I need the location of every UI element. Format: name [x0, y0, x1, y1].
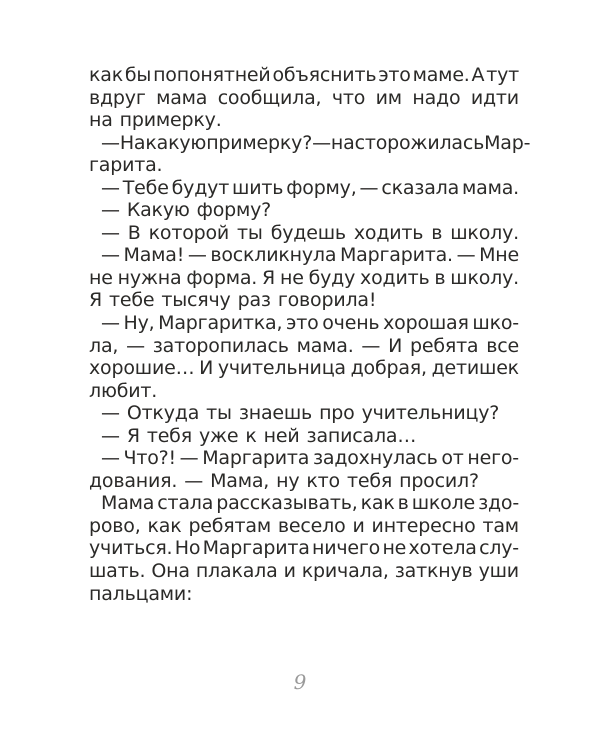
- word: учительницу?: [361, 402, 500, 425]
- text-line: [89, 154, 519, 177]
- word: к: [245, 424, 257, 447]
- word: на: [89, 109, 113, 132]
- word: Я: [126, 424, 140, 447]
- word: примерку?: [206, 131, 313, 154]
- word: слу-: [479, 537, 519, 560]
- word: В: [127, 221, 141, 244]
- word: не: [89, 266, 113, 289]
- word: —: [101, 221, 120, 244]
- word: что: [331, 86, 366, 109]
- word: кто: [306, 469, 340, 492]
- word: хорошие…: [89, 357, 195, 380]
- word: рово,: [89, 514, 141, 537]
- word: тебя: [346, 469, 393, 492]
- word: И: [388, 334, 403, 357]
- word: не: [279, 266, 304, 289]
- word: примерку.: [119, 109, 222, 132]
- text-line: [89, 380, 519, 403]
- word: Тебе: [122, 176, 169, 199]
- word: интересно: [371, 514, 476, 537]
- word: Что?!: [123, 447, 176, 470]
- word: —: [126, 334, 145, 357]
- word: Маргарита.: [339, 244, 453, 267]
- text-line: [89, 64, 519, 87]
- word: очень: [322, 312, 380, 335]
- word: На: [119, 131, 146, 154]
- word: это: [378, 64, 411, 86]
- word: объяснить: [272, 64, 377, 86]
- text-line: [89, 312, 519, 335]
- word: —: [179, 447, 199, 470]
- word: Мама: [101, 492, 155, 515]
- word: добрая,: [350, 357, 427, 380]
- page-number: 9: [293, 670, 307, 694]
- word: здо-: [478, 492, 519, 515]
- word: гарита.: [89, 154, 163, 177]
- word: и: [283, 560, 296, 583]
- word: Мар-: [484, 131, 531, 154]
- text-line: [89, 131, 531, 155]
- word: раз: [237, 289, 271, 312]
- word: пальцами:: [89, 582, 193, 605]
- word: учительница: [217, 357, 346, 380]
- word: хорошая: [383, 312, 469, 335]
- text-line: [89, 515, 519, 538]
- word: кричала,: [301, 560, 389, 583]
- word: Я: [262, 266, 276, 289]
- word: от: [441, 447, 464, 470]
- word: —: [101, 424, 120, 447]
- word: воскликнула: [210, 244, 337, 267]
- word: ничего: [312, 537, 381, 560]
- word: просил?: [399, 469, 479, 492]
- word: тебе: [109, 289, 155, 312]
- word: Откуда: [126, 402, 200, 425]
- word: сообщила,: [217, 86, 322, 109]
- word: идти: [470, 86, 519, 109]
- word: ней: [263, 424, 300, 447]
- word: А: [471, 64, 485, 86]
- word: в: [431, 221, 443, 244]
- word: форма.: [186, 266, 258, 289]
- word: нужна: [117, 266, 182, 289]
- word: Маргаритка,: [158, 312, 283, 335]
- word: знаешь: [238, 402, 313, 425]
- word: заткнув: [394, 560, 473, 583]
- text-line: [89, 492, 519, 515]
- text-line: [89, 537, 519, 560]
- word: записала…: [306, 424, 417, 447]
- word: тут: [486, 64, 519, 86]
- word: него-: [467, 447, 519, 470]
- word: стала: [157, 492, 214, 515]
- word: Но: [174, 537, 201, 560]
- word: Маргарита: [202, 537, 310, 560]
- text-line: [89, 267, 519, 290]
- word: попонятней: [153, 64, 271, 86]
- word: задохнулась: [312, 447, 438, 470]
- word: Я: [89, 289, 103, 312]
- word: шить: [232, 176, 284, 199]
- word: все: [486, 334, 519, 357]
- word: —: [101, 402, 120, 425]
- text-line: [89, 425, 519, 448]
- word: —: [101, 447, 120, 470]
- text-line: [89, 357, 519, 380]
- word: Мама,: [210, 469, 270, 492]
- word: форму,: [286, 176, 357, 199]
- word: уже: [198, 424, 239, 447]
- word: Мама!: [123, 244, 185, 267]
- text-line: [89, 177, 519, 200]
- text-line: [89, 560, 519, 583]
- word: маме.: [412, 64, 470, 86]
- word: ты: [237, 221, 263, 244]
- word: ребята: [409, 334, 479, 357]
- text-line: [89, 244, 519, 267]
- text-line: [89, 583, 519, 606]
- word: ребятам: [188, 514, 271, 537]
- word: весело: [277, 514, 346, 537]
- word: ну: [276, 469, 300, 492]
- word: шко-: [472, 312, 519, 335]
- word: школу.: [450, 221, 519, 244]
- word: и: [352, 514, 365, 537]
- word: —: [361, 334, 381, 357]
- word: бы: [124, 64, 152, 86]
- word: дования.: [89, 469, 178, 492]
- text-line: [89, 222, 519, 245]
- word: которой: [148, 221, 230, 244]
- word: ты: [206, 402, 232, 425]
- word: уши: [478, 560, 519, 583]
- word: заторопилась: [152, 334, 289, 357]
- word: И: [199, 357, 214, 380]
- text-line: [89, 289, 519, 312]
- text-line: [89, 335, 519, 358]
- word: вдруг: [89, 86, 146, 109]
- word: про: [319, 402, 355, 425]
- word: как: [89, 64, 123, 86]
- word: плакала: [195, 560, 278, 583]
- word: рассказывать,: [216, 492, 358, 515]
- word: —: [101, 244, 120, 267]
- word: тебя: [146, 424, 192, 447]
- body-text: [89, 64, 531, 605]
- word: хотела: [408, 537, 477, 560]
- word: сказала: [381, 176, 460, 199]
- word: школе: [411, 492, 476, 515]
- text-line: [89, 87, 519, 110]
- word: любит.: [89, 379, 158, 402]
- word: —: [101, 312, 120, 335]
- word: ходить: [353, 221, 424, 244]
- word: мама.: [296, 334, 354, 357]
- word: шать.: [89, 560, 146, 583]
- word: в: [434, 266, 446, 289]
- word: ла,: [89, 334, 119, 357]
- word: надо: [412, 86, 461, 109]
- word: будут: [171, 176, 230, 199]
- word: ходить: [360, 266, 430, 289]
- word: буду: [308, 266, 356, 289]
- word: мама.: [462, 176, 519, 199]
- word: не: [382, 537, 407, 560]
- word: —: [359, 176, 379, 199]
- word: Маргарита: [202, 447, 310, 470]
- word: детишек: [431, 357, 519, 380]
- word: тысячу: [161, 289, 231, 312]
- word: им: [375, 86, 402, 109]
- word: в: [397, 492, 409, 515]
- word: —: [101, 199, 120, 222]
- word: насторожилась: [330, 131, 485, 154]
- word: как: [147, 514, 182, 537]
- word: там: [482, 514, 519, 537]
- word: —: [184, 469, 204, 492]
- word: учиться.: [89, 537, 173, 560]
- text-line: [89, 402, 519, 425]
- text-line: [89, 447, 519, 470]
- word: —: [456, 244, 476, 267]
- word: Какую: [126, 199, 190, 222]
- word: —: [312, 131, 331, 154]
- text-line: [89, 109, 519, 132]
- text-line: [89, 199, 519, 222]
- text-line: [89, 470, 519, 493]
- word: это: [286, 312, 319, 335]
- word: Она: [151, 560, 190, 583]
- word: говорила!: [277, 289, 377, 312]
- word: Ну,: [123, 312, 155, 335]
- word: как: [360, 492, 395, 515]
- word: —: [101, 176, 120, 199]
- word: мама: [156, 86, 208, 109]
- word: школу.: [450, 266, 519, 289]
- word: какую: [145, 131, 207, 154]
- word: —: [101, 131, 120, 154]
- word: —: [187, 244, 207, 267]
- word: будешь: [270, 221, 346, 244]
- word: форму?: [196, 199, 272, 222]
- word: Мне: [479, 244, 519, 267]
